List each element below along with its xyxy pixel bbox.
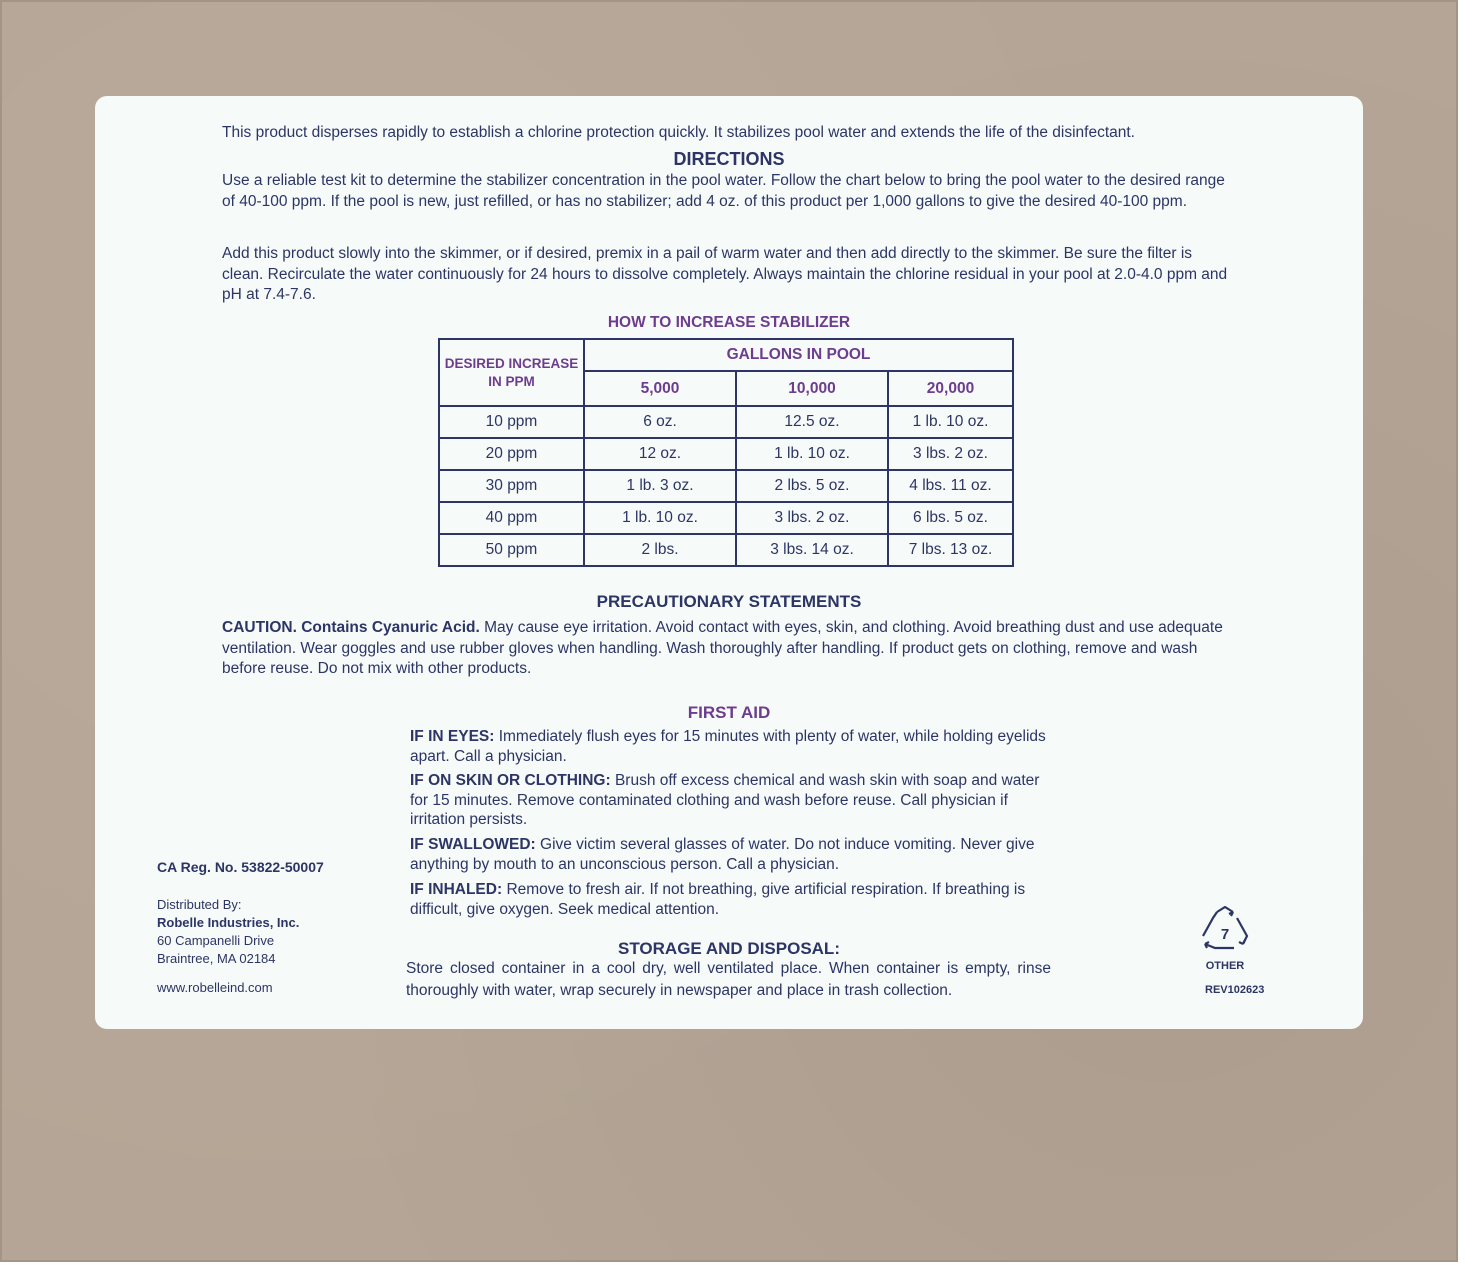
caution-label: CAUTION. Contains Cyanuric Acid. <box>222 619 480 636</box>
recycle-symbol <box>1198 906 1252 972</box>
precaution-text <box>222 618 1228 680</box>
column-header: 5,000 <box>584 371 736 406</box>
directions-heading: DIRECTIONS <box>673 149 785 169</box>
distributor-name: Robelle Industries, Inc. <box>157 915 300 930</box>
stabilizer-table <box>438 338 1014 567</box>
table-row <box>439 470 1013 502</box>
directions-paragraph-2: Add this product slowly into the skimmer, or if desired, premix in a pail of warm water and then add directly to the skimmer. Be sure the filter is clean. Recirculate the water continuously for 24 hours to dissolve completely. Always maintain the chlorine residual in your pool at 2.0-4.0 ppm and pH at 7.4-7.6. <box>222 245 1228 303</box>
swallowed-label: IF SWALLOWED: <box>410 836 536 853</box>
inhaled-label: IF INHALED: <box>410 881 503 898</box>
column-header: 10,000 <box>736 371 888 406</box>
table-cell: 3 lbs. 14 oz. <box>736 534 888 566</box>
distributor-label: Distributed By: <box>157 897 242 912</box>
inhaled-text: Remove to fresh air. If not breathing, give artificial respiration. If breathing is difficult, give oxygen. Seek medical attention. <box>410 881 1026 918</box>
distributor-address-2: Braintree, MA 02184 <box>157 951 276 966</box>
ca-reg-number: CA Reg. No. 53822-50007 <box>157 859 324 875</box>
table-cell: 6 lbs. 5 oz. <box>888 502 1013 534</box>
swallowed-text: Give victim several glasses of water. Do not induce vomiting. Never give anything by mouth to an unconscious person. Call a physician. <box>410 836 1035 873</box>
eyes-label: IF IN EYES: <box>410 728 495 745</box>
table-cell: 40 ppm <box>439 502 584 534</box>
table-cell: 4 lbs. 11 oz. <box>888 470 1013 502</box>
eyes-text: Immediately flush eyes for 15 minutes with plenty of water, while holding eyelids apart. Call a physician. <box>410 728 1046 765</box>
product-label <box>95 96 1363 1029</box>
revision-code: REV102623 <box>1205 984 1265 996</box>
table-cell: 50 ppm <box>439 534 584 566</box>
group-header: GALLONS IN POOL <box>584 339 1013 371</box>
recycle-number: 7 <box>1220 926 1230 943</box>
table-cell: 7 lbs. 13 oz. <box>888 534 1013 566</box>
table-row <box>439 534 1013 566</box>
distributor-address-1: 60 Campanelli Drive <box>157 933 275 948</box>
storage-text: Store closed container in a cool dry, well ventilated place. When container is empty, rinse thoroughly with water, wrap securely in newspaper and place in trash collection. <box>406 960 1051 999</box>
caution-text: May cause eye irritation. Avoid contact with eyes, skin, and clothing. Avoid breathing dust and use adequate ventilation. Wear goggles and use rubber gloves when handling. Wash thoroughly after handling. If product gets on clothing, remove and wash before reuse. Do not mix with other products. <box>222 619 1223 677</box>
skin-text: Brush off excess chemical and wash skin with soap and water for 15 minutes. Remove contaminated clothing and wash before reuse. Call physician if irritation persists. <box>410 772 1040 828</box>
table-cell: 3 lbs. 2 oz. <box>888 438 1013 470</box>
first-aid-inhaled <box>410 880 1047 919</box>
first-aid-skin <box>410 771 1047 830</box>
column-header: 20,000 <box>888 371 1013 406</box>
table-cell: 10 ppm <box>439 406 584 438</box>
directions-paragraph-1: Use a reliable test kit to determine the stabilizer concentration in the pool water. Follow the chart below to bring the pool water to the desired range of 40-100 ppm. If the pool is new, just refilled, or has no stabilizer; add 4 oz. of this product per 1,000 gallons to give the desired 40-100 ppm. <box>222 172 1225 210</box>
table-cell: 2 lbs. <box>584 534 736 566</box>
table-cell: 2 lbs. 5 oz. <box>736 470 888 502</box>
storage-heading: STORAGE AND DISPOSAL: <box>618 939 840 958</box>
table-row <box>439 438 1013 470</box>
intro-text: This product disperses rapidly to establish a chlorine protection quickly. It stabilizes pool water and extends the life of the disinfectant. <box>222 124 1135 141</box>
row-header: DESIRED INCREASE IN PPM <box>439 339 584 406</box>
table-cell: 1 lb. 10 oz. <box>584 502 736 534</box>
table-cell: 30 ppm <box>439 470 584 502</box>
skin-label: IF ON SKIN OR CLOTHING: <box>410 772 611 789</box>
table-cell: 12 oz. <box>584 438 736 470</box>
table-cell: 6 oz. <box>584 406 736 438</box>
first-aid-eyes <box>410 727 1047 766</box>
precaution-heading: PRECAUTIONARY STATEMENTS <box>596 592 862 611</box>
first-aid-heading: FIRST AID <box>687 703 771 722</box>
distributor-website: www.robelleind.com <box>157 980 273 995</box>
table-cell: 1 lb. 10 oz. <box>736 438 888 470</box>
table-cell: 1 lb. 10 oz. <box>888 406 1013 438</box>
table-cell: 3 lbs. 2 oz. <box>736 502 888 534</box>
recycle-icon <box>1198 906 1252 952</box>
first-aid-swallowed <box>410 835 1047 874</box>
table-cell: 20 ppm <box>439 438 584 470</box>
table-row <box>439 502 1013 534</box>
table-title: HOW TO INCREASE STABILIZER <box>607 314 851 331</box>
table-cell: 12.5 oz. <box>736 406 888 438</box>
recycle-label: OTHER <box>1205 960 1245 972</box>
table-row <box>439 406 1013 438</box>
table-cell: 1 lb. 3 oz. <box>584 470 736 502</box>
